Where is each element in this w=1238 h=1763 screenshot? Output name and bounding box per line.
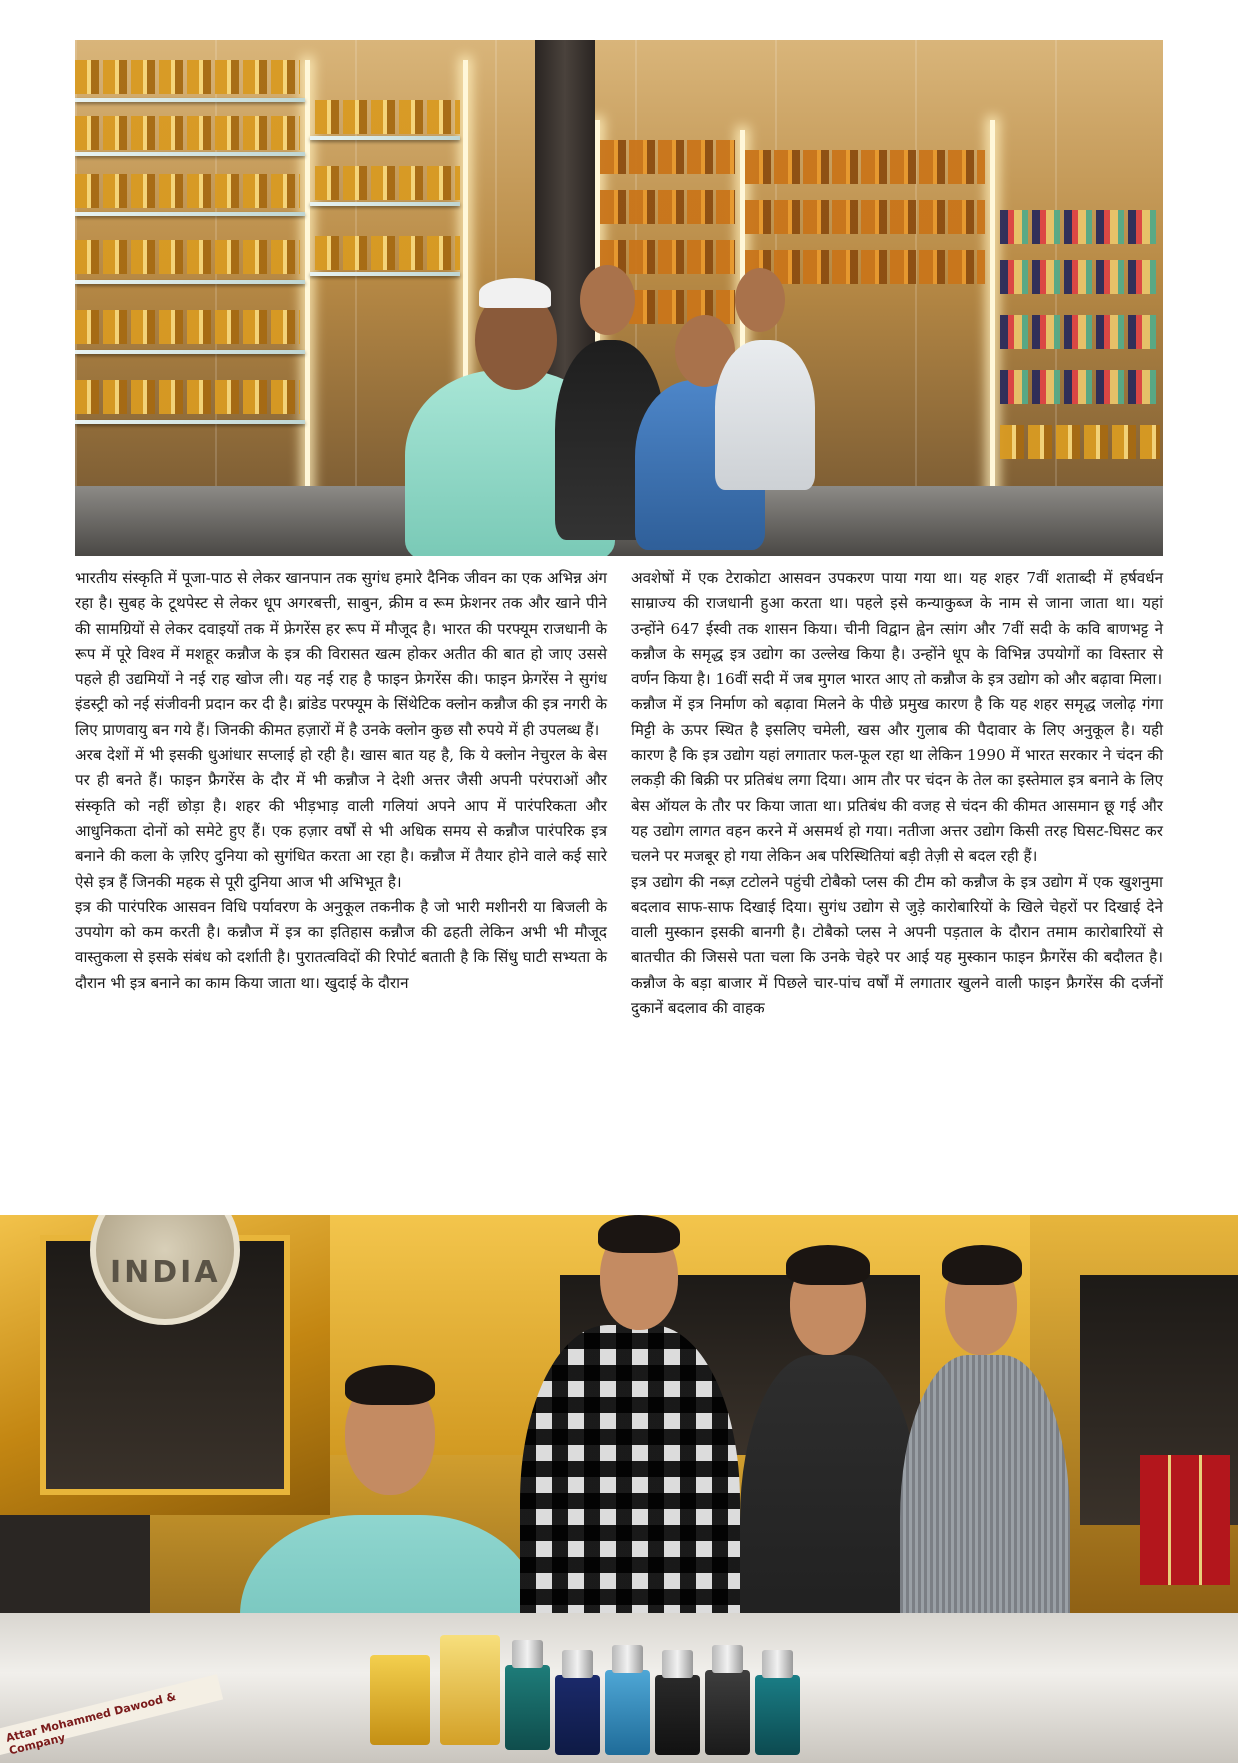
attar-bottle: [440, 1635, 500, 1745]
glass-shelf: [75, 280, 305, 284]
article-paragraph: अरब देशों में भी इसकी धुआंधार सप्लाई हो रही है। खास बात यह है, कि ये क्लोन नेचुरल के बेस पर ही बनते हैं। फाइन फ्रैगरेंस के दौर में भी कन्नौज ने देशी अत्तर जैसी अपनी परंपराओं और संस्कृति को नहीं छोड़ा है। शहर की भीड़भाड़ वाली गलियां अपने आप में पारंपरिकता और आधुनिकता दोनों को समेटे हुए हैं। एक हज़ार वर्षों से भी अधिक समय से कन्नौज पारंपरिक इत्र बनाने की कला के ज़रिए दुनिया को सुगंधित करता आ रहा है। कन्नौज में तैयार होने वाले कई सारे ऐसे इत्र हैं जिनकी महक से पूरी दुनिया आज भी अभिभूत है।: [75, 746, 607, 891]
hair: [598, 1215, 680, 1253]
perfume-bottle: [655, 1675, 700, 1755]
perfume-bottles: [1000, 370, 1160, 404]
bottle-cap: [762, 1650, 793, 1678]
company-name-strip: Attar Mohammed Dawood & Company: [0, 1674, 223, 1755]
attar-bottles: [75, 380, 300, 414]
bottom-photo-perfume-team: [0, 1215, 1238, 1763]
led-strip: [305, 60, 310, 500]
perfume-bottles: [1000, 210, 1160, 244]
article-paragraph: इत्र उद्योग की नब्ज़ टटोलने पहुंची टोबैको प्लस की टीम को कन्नौज के इत्र उद्योग में एक खुशनुमा बदलाव साफ-साफ दिखाई दिया। सुगंध उद्योग से जुड़े कारोबारियों के खिले चेहरों पर दिखाई देने वाली मुस्कान इसकी बानगी है। टोबैको प्लस ने अपनी पड़ताल के दौरान तमाम कारोबारियों से बातचीत की जिससे पता चला कि उनके चेहरे पर आई यह मुस्कान फाइन फ्रैगरेंस की बदौलत है। कन्नौज के बड़ा बाजार में पिछले चार-पांच वर्षों में लगातार खुलने वाली फाइन फ्रैगरेंस की दर्जनों दुकानें बदलाव की वाहक: [631, 872, 1163, 1018]
article-column-right: [631, 566, 1163, 1021]
staff-face: [580, 265, 635, 335]
bottle-cap: [712, 1645, 743, 1673]
perfume-bottles: [1000, 315, 1160, 349]
bottle-cap: [562, 1650, 593, 1678]
article-paragraph: इत्र की पारंपरिक आसवन विधि पर्यावरण के अनुकूल तकनीक है जो भारी मशीनरी या बिजली के उपयोग को कम करती है। कन्नौज में इत्र का इतिहास कन्नौज की ढहती लेकिन अभी भी मौजूद वास्तुकला से इसके संबंध को दर्शाती है। पुरातत्वविदों की रिपोर्ट बताती है कि सिंधु घाटी सभ्यता के दौरान भी इत्र बनाने का काम किया जाता था। खुदाई के दौरान: [75, 897, 607, 992]
amber-bottles: [745, 200, 985, 234]
article-paragraph: कन्नौज में इत्र निर्माण को बढ़ावा मिलने के पीछे प्रमुख कारण है कि यह शहर समृद्ध जलोढ़ गंगा मिट्टी के ऊपर स्थित है इसलिए चमेली, खस और गुलाब की पैदावार के लिए अनुकूल है। यही कारण है कि इत्र उद्योग यहां लगातार फल-फूल रहा था लेकिन 1990 में भारत सरकार ने चंदन की लकड़ी की बिक्री पर प्रतिबंध लगा दिया। आम तौर पर चंदन के तेल का इस्तेमाल इत्र बनाने के लिए बेस ऑयल के तौर पर किया जाता था। प्रतिबंध की वजह से चंदन की कीमत आसमान छू गई और यह उद्योग लागत वहन करने में असमर्थ हो गया। नतीजा अत्तर उद्योग किसी तरह घिसट-घिसट कर चलने पर मजबूर हो गया लेकिन अब परिस्थितियां बड़ी तेज़ी से बदल रही हैं।: [631, 695, 1163, 866]
glass-shelf: [75, 420, 305, 424]
glass-shelf: [310, 272, 460, 276]
attar-bottles: [75, 116, 300, 150]
attar-bottles: [315, 236, 460, 270]
attar-bottles: [75, 310, 300, 344]
bottle-cap: [662, 1650, 693, 1678]
staff-face: [735, 268, 785, 332]
article-paragraph: भारतीय संस्कृति में पूजा-पाठ से लेकर खानपान तक सुगंध हमारे दैनिक जीवन का एक अभिन्न अंग रहा है। सुबह के टूथपेस्ट से लेकर धूप अगरबत्ती, साबुन, क्रीम व रूम फ्रेशनर तक और खाने पीने की सामग्रियों से लेकर दवाइयों तक में फ्रेगरेंस हर रूप में मौजूद है। भारत की परफ्यूम राजधानी के रूप में पूरे विश्व में मशहूर कन्नौज के इत्र की विरासत खत्म होकर अतीत की बात हो जाए उससे पहले ही उद्यमियों ने नई राह खोज ली। यह नई राह है फाइन फ्रेगरेंस की। फाइन फ्रेगरेंस ने सुगंध इंडस्ट्री को नई संजीवनी प्रदान कर दी है। ब्रांडेड परफ्यूम के सिंथेटिक क्लोन कन्नौज की इत्र नगरी के लिए प्राणवायु बन गये हैं। जिनकी कीमत हज़ारों में है उनके क्लोन कुछ सौ रुपये में ही उपलब्ध हैं।: [75, 569, 607, 739]
perfume-bottle: [605, 1670, 650, 1755]
perfume-bottle: [705, 1670, 750, 1755]
staff-member: [715, 340, 815, 490]
glass-shelf: [75, 98, 305, 102]
attar-bottles: [315, 100, 460, 134]
glass-shelf: [75, 152, 305, 156]
glass-shelf: [75, 350, 305, 354]
top-photo-perfume-shop: [75, 40, 1163, 556]
bottle-cap: [612, 1645, 643, 1673]
article-paragraph: अवशेषों में एक टेराकोटा आसवन उपकरण पाया गया था। यह शहर 7वीं शताब्दी में हर्षवर्धन साम्राज्य की राजधानी हुआ करता था। पहले इसे कन्याकुब्ज के नाम से जाना जाता था। यहां उन्होंने 647 ईस्वी तक शासन किया। चीनी विद्वान ह्वेन त्सांग और 7वीं सदी के कवि बाणभट्ट ने कन्नौज के समृद्ध इत्र उद्योग का उल्लेख किया है। उन्होंने धूप के विभिन्न उपयोगों का विस्तार से वर्णन किया है। 16वीं सदी में जब मुगल भारत आए तो कन्नौज के इत्र उद्योग को और बढ़ावा मिला।: [631, 569, 1163, 689]
prayer-cap: [479, 278, 551, 308]
hair: [942, 1245, 1022, 1285]
attar-bottle: [370, 1655, 430, 1745]
amber-bottles: [600, 140, 735, 174]
attar-bottles: [75, 240, 300, 274]
attar-bottles: [315, 166, 460, 200]
logo-text: INDIA: [110, 1255, 221, 1290]
perfume-bottles: [1000, 260, 1160, 294]
article-column-left: [75, 566, 607, 996]
perfume-bottle: [505, 1665, 550, 1750]
amber-bottles: [600, 190, 735, 224]
glass-shelf: [310, 202, 460, 206]
amber-bottles: [745, 250, 985, 284]
attar-bottles: [75, 60, 300, 94]
hair: [786, 1245, 870, 1285]
attar-bottles: [75, 174, 300, 208]
attar-bottles: [1000, 425, 1160, 459]
bottle-cap: [512, 1640, 543, 1668]
hair: [345, 1365, 435, 1405]
perfume-gift-boxes: [1140, 1455, 1230, 1585]
glass-shelf: [75, 212, 305, 216]
amber-bottles: [745, 150, 985, 184]
perfume-bottle: [555, 1675, 600, 1755]
perfume-bottle: [755, 1675, 800, 1755]
glass-shelf: [310, 136, 460, 140]
led-strip: [990, 120, 995, 500]
